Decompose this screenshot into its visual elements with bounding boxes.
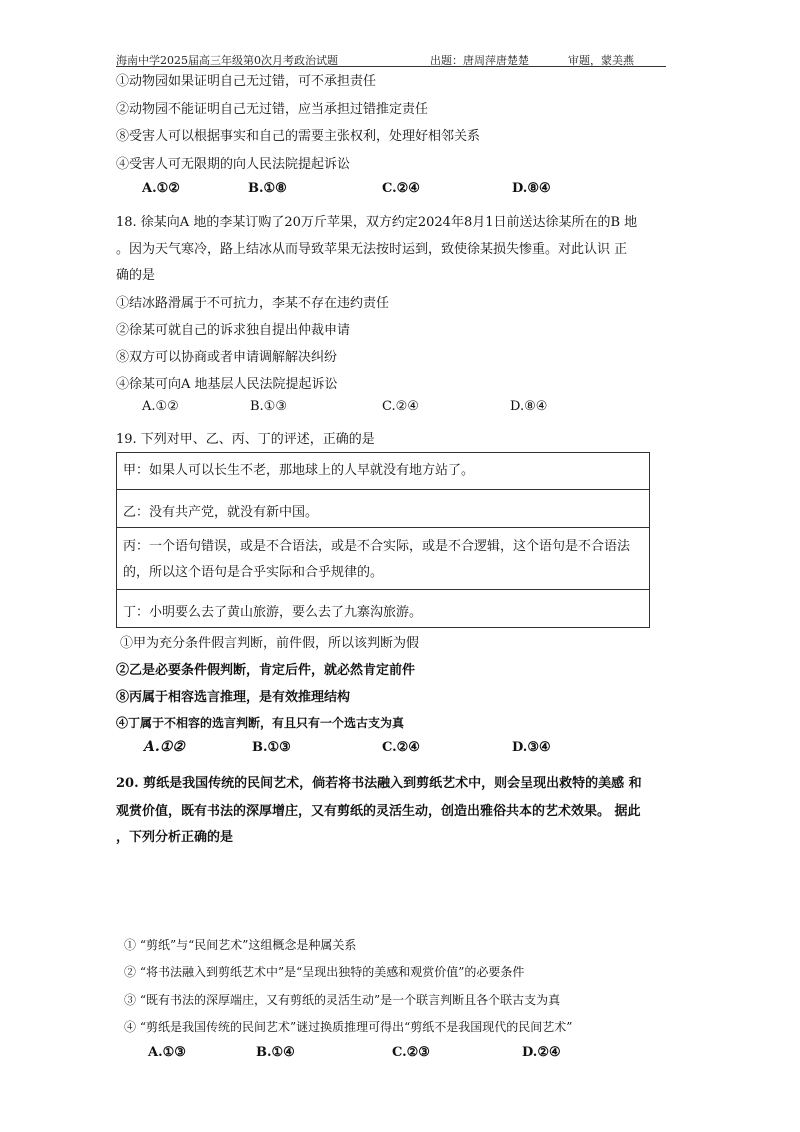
q19-choice-d[interactable]: D.③④ [512,740,551,755]
q20-stem-line-1: 20. 剪纸是我国传统的民间艺术，倘若将书法融入到剪纸艺术中，则会呈现出救特的美感 和 [116,776,642,791]
q17-choice-b[interactable]: B.①⑧ [248,181,287,196]
q19-statement-4: ④丁属于不相容的选言判断，有且只有一个选古支为真 [116,716,405,730]
q19-choice-a[interactable]: A.①② [144,739,185,755]
table-divider [117,589,649,590]
q20-statement-1: ① “剪纸”与“民间艺术”这组概念是种属关系 [124,938,357,952]
q20-stem-line-2: 观赏价值，既有书法的深厚增庄，又有剪纸的灵活生动，创造出雅俗共本的艺术效果。 据此 [116,804,641,819]
q19-statement-2: ②乙是必要条件假判断，肯定后件，就必然肯定前件 [116,663,416,678]
exam-title: 海南中学2025届高三年级第0次月考政治试题 [116,54,338,67]
header-divider [116,66,666,67]
q17-statement-1: ①动物园如果证明自己无过错，可不承担责任 [116,74,377,89]
q18-stem-line-3: 确的是 [116,268,156,283]
q20-choice-b[interactable]: B.①④ [256,1045,295,1060]
q20-choice-a[interactable]: A.①③ [148,1045,186,1060]
q19-statement-3: ⑧丙属于相容选言推理，是有效推理结构 [116,690,351,705]
q20-choice-c[interactable]: C.②③ [392,1045,430,1060]
q17-choice-a[interactable]: A.①② [142,181,180,196]
q18-choice-a[interactable]: A.①② [142,399,179,414]
exam-reviewer: 审题，蒙美燕 [568,54,634,67]
q18-statement-1: ①结冰路滑属于不可抗力，李某不存在违约责任 [116,296,390,311]
table-divider [117,527,649,528]
statement-yi: 乙：没有共产党，就没有新中国。 [123,505,319,520]
q18-statement-4: ④徐某可向A 地基层人民法院提起诉讼 [116,377,338,392]
q17-choice-c[interactable]: C.②④ [382,181,420,196]
q18-statement-3: ⑧双方可以协商或者申请调解解决纠纷 [116,350,338,365]
q17-statement-4: ④受害人可无限期的向人民法院提起诉讼 [116,157,351,172]
q19-statement-1: ①甲为充分条件假言判断，前件假，所以该判断为假 [120,636,420,651]
q20-stem-line-3: ，下列分析正确的是 [116,830,234,845]
q17-statement-3: ⑧受害人可以根据事实和自己的需要主张权利，处理好相邻关系 [116,129,481,144]
q18-statement-2: ②徐某可就自己的诉求独自提出仲裁申请 [116,323,351,338]
q18-choice-c[interactable]: C.②④ [382,399,419,414]
q18-stem-line-2: 。因为天气寒冷，路上结冰从而导致苹果无法按时运到，致使徐某损失惨重。对此认识 正 [116,242,628,257]
statement-jia: 甲：如果人可以长生不老，那地球上的人早就没有地方站了。 [123,463,475,478]
statement-bing-line-1: 丙：一个语句错误，或是不合语法，或是不合实际，或是不合逻辑，这个语句是不合语法 [123,539,631,554]
q20-choice-d[interactable]: D.②④ [522,1045,561,1060]
q17-statement-2: ②动物园不能证明自己无过错，应当承担过错推定责任 [116,102,429,117]
q19-statement-table [116,452,650,628]
q20-statement-3: ③ “既有书法的深厚端庄，又有剪纸的灵活生动”是一个联言判断且各个联古支为真 [124,993,561,1007]
q18-choice-b[interactable]: B.①③ [250,399,287,414]
q20-statement-2: ② “将书法融入到剪纸艺术中”是“呈现出独特的美感和观赏价值”的必要条件 [124,965,525,979]
table-divider [117,489,649,490]
q17-choice-d[interactable]: D.⑧④ [512,181,551,196]
q18-stem-line-1: 18. 徐某向A 地的李某订购了20万斤苹果，双方约定2024年8月1日前送达徐某所在的B 地 [116,215,638,230]
q19-stem: 19. 下列对甲、乙、丙、丁的评述，正确的是 [116,432,375,447]
statement-ding: 丁：小明要么去了黄山旅游，要么去了九寨沟旅游。 [123,605,423,620]
statement-bing-line-2: 的，所以这个语句是合乎实际和合乎规律的。 [123,565,384,580]
q19-choice-c[interactable]: C.②④ [382,740,420,755]
q19-choice-b[interactable]: B.①③ [252,740,291,755]
exam-author: 出题：唐周萍唐楚楚 [430,54,529,67]
q18-choice-d[interactable]: D.⑧④ [510,399,548,414]
q20-statement-4: ④ “剪纸是我国传统的民间艺术”谜过换质推理可得出“剪纸不是我国现代的民间艺术” [124,1020,573,1034]
